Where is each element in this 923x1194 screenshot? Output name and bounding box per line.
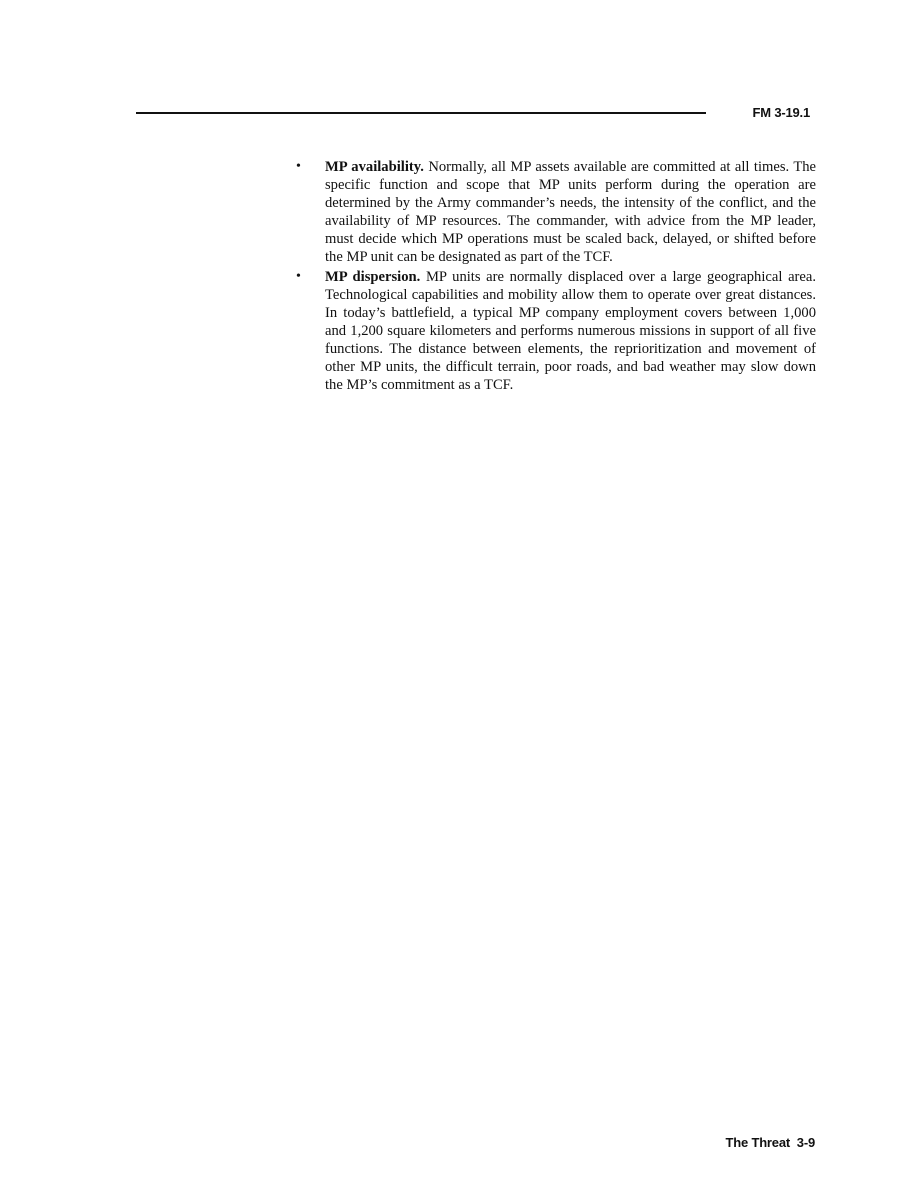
header-rule <box>136 112 706 114</box>
bullet-term: MP dispersion. <box>325 269 421 285</box>
bullet-term: MP availability. <box>325 159 424 175</box>
bullet-marker: • <box>296 159 301 174</box>
bullet-text: Normally, all MP assets available are committed at all times. The specific function and scope that MP units perform during the operation are determined by the Army commander’s needs, the intensity of the conflict, and the availability of MP resources. The commander, with advice from the MP leader, must decide which MP operations must be scaled back, delayed, or shifted before the MP unit can be designated as part of the TCF. <box>325 159 817 265</box>
bullet-list <box>296 158 816 396</box>
bullet-item-mp-availability <box>296 158 816 266</box>
bullet-marker: • <box>296 269 301 284</box>
document-id: FM 3-19.1 <box>752 105 810 120</box>
page-footer: The Threat 3-9 <box>725 1135 815 1150</box>
bullet-item-mp-dispersion <box>296 268 816 394</box>
bullet-text: MP units are normally displaced over a large geographical area. Technological capabilities and mobility allow them to operate over great distances. In today’s battlefield, a typical MP company employment covers between 1,000 and 1,200 square kilometers and performs numerous missions in support of all five functions. The distance between elements, the reprioritization and movement of other MP units, the difficult terrain, poor roads, and bad weather may slow down the MP’s commitment as a TCF. <box>325 269 817 393</box>
